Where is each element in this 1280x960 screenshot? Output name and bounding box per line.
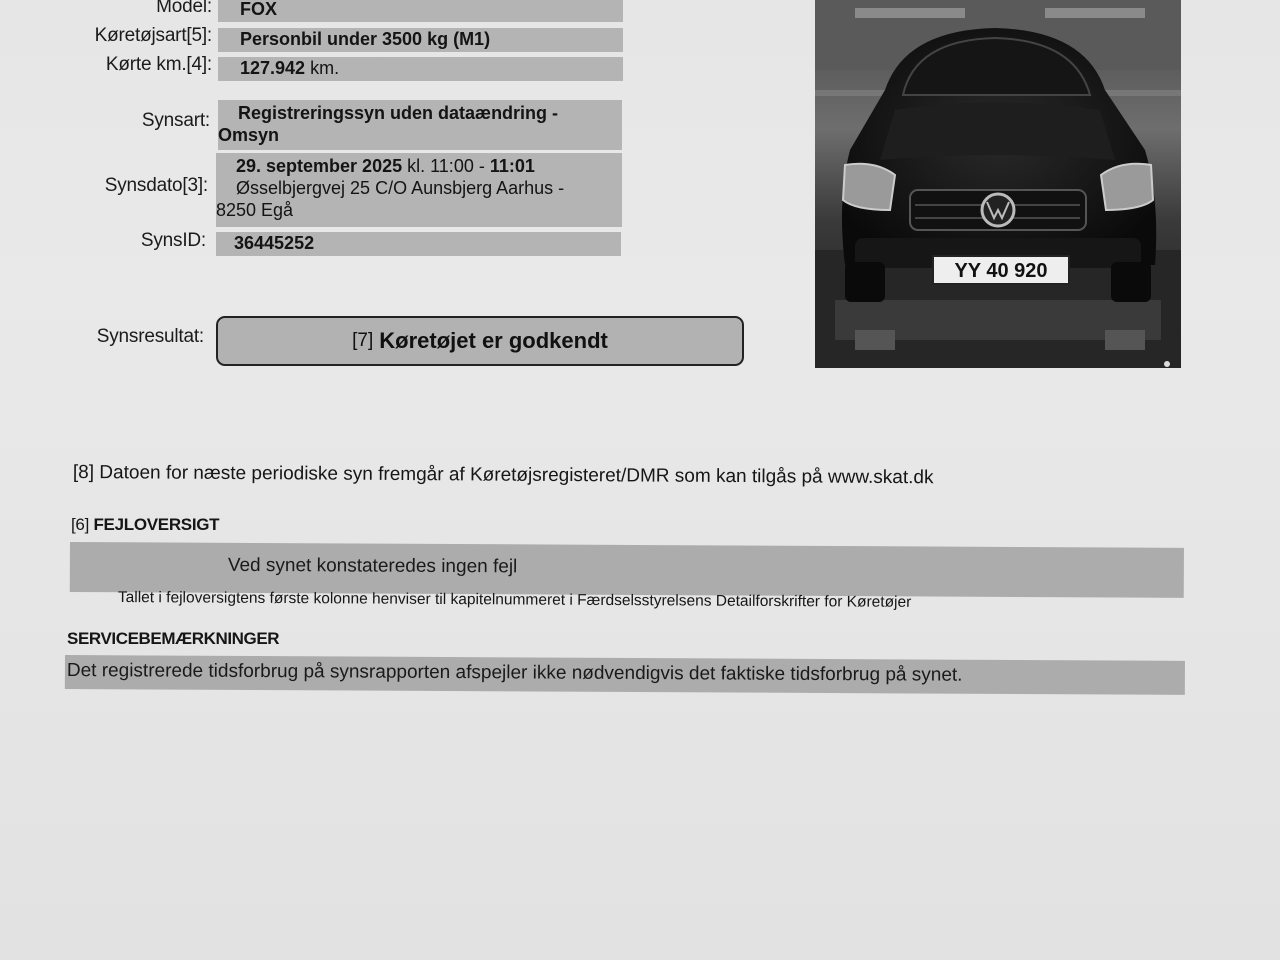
result-box — [216, 316, 744, 366]
model-label: Model: — [156, 0, 212, 17]
vehicle-photo — [815, 0, 1181, 368]
date-label: Synsdato[3]: — [104, 175, 208, 196]
result-value: Køretøjet er godkendt — [379, 328, 608, 353]
faults-value: Ved synet konstateredes ingen fejl — [227, 554, 518, 578]
km-unit: km. — [310, 58, 340, 78]
date-value-box — [216, 153, 622, 227]
km-value: 127.942 — [240, 58, 306, 78]
faults-footnote: Tallet i fejloversigtens første kolonne henviser til kapitelnummeret i Færdselsstyrelsens Detailforskrifter for Køretøjer — [117, 589, 912, 611]
inspection-type-value — [218, 100, 622, 150]
vehicle-type-value: Personbil under 3500 kg (M1) — [218, 28, 623, 52]
km-label: Kørte km.[4]: — [105, 54, 212, 75]
address-line1: Øsselbjergvej 25 C/O Aunsbjerg Aarhus - — [236, 178, 565, 198]
time-prefix: kl. 11:00 - — [407, 156, 485, 176]
service-value: Det registrerede tidsforbrug på synsrapporten afspejler ikke nødvendigvis det faktiske tidsforbrug på synet. — [66, 660, 963, 686]
address-line2: 8250 Egå — [216, 200, 294, 220]
id-value: 36445252 — [216, 232, 621, 256]
plate-text: YY 40 920 — [954, 260, 1048, 282]
result-tag: [7] — [352, 330, 374, 351]
faults-tag: [6] — [71, 515, 90, 534]
vehicle-type-label: Køretøjsart[5]: — [94, 25, 212, 46]
next-inspection-note: [8] Datoen for næste periodiske syn fremgår af Køretøjsregisteret/DMR som kan tilgås på www.skat.dk — [72, 462, 934, 489]
date-value: 29. september 2025 — [236, 156, 403, 176]
car-image — [815, 0, 1181, 368]
service-band — [65, 655, 1185, 695]
inspection-type-label: Synsart: — [141, 110, 210, 131]
km-value-box — [218, 57, 623, 81]
result-label: Synsresultat: — [96, 326, 204, 347]
faults-heading-text: FEJLOVERSIGT — [93, 515, 220, 534]
inspection-type-line1: Registreringssyn uden dataændring - — [238, 103, 559, 123]
date-time-line — [216, 155, 622, 177]
id-label: SynsID: — [140, 230, 206, 251]
service-heading: SERVICEBEMÆRKNINGER — [67, 629, 280, 648]
time-end: 11:01 — [489, 156, 535, 176]
model-value: FOX — [218, 0, 623, 22]
inspection-type-line2: Omsyn — [218, 125, 280, 145]
faults-heading — [71, 515, 219, 535]
